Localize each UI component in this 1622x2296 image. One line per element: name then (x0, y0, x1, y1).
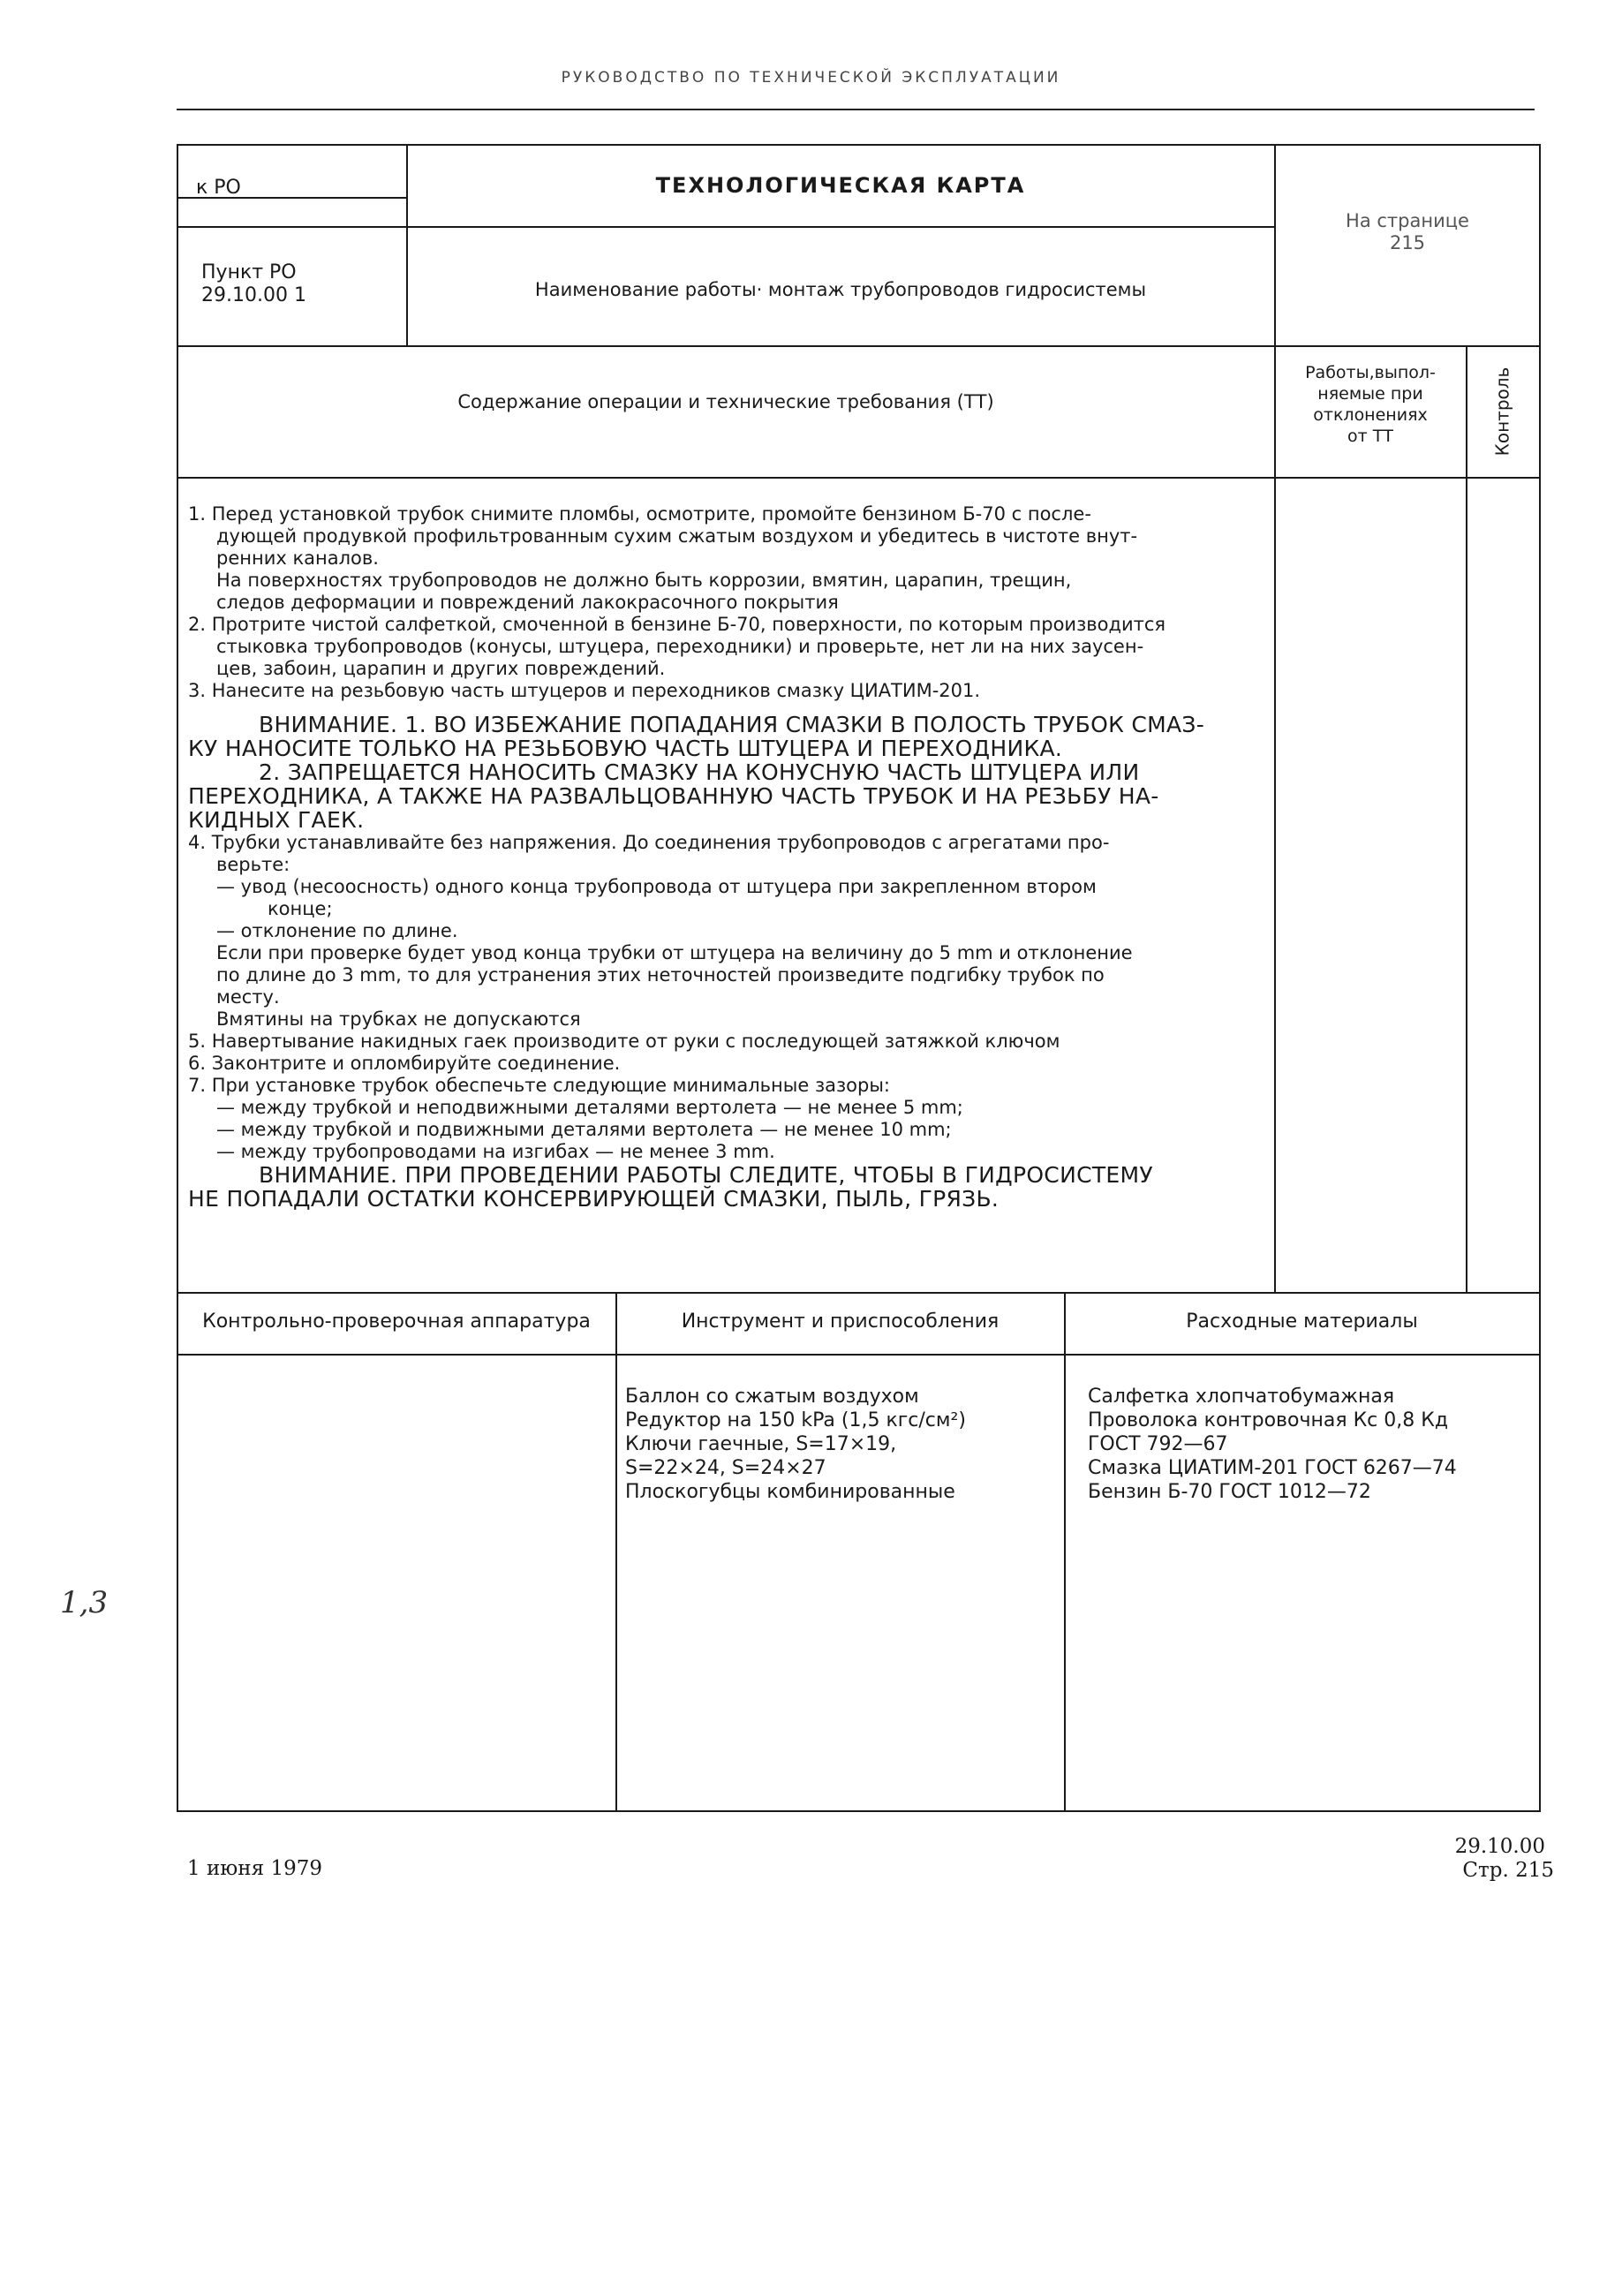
operation-line: дующей продувкой профильтрованным сухим сжатым воздухом и убедитесь в чистоте внут- (216, 525, 1138, 547)
page-number: 215 (1389, 232, 1426, 253)
operation-line: верьте: (216, 854, 290, 875)
deviations-header: Работы,выпол- няемые при отклонениях от ТТ (1305, 363, 1436, 446)
operation-line: следов деформации и повреждений лакокрасочного покрытия (216, 592, 839, 613)
operation-line: по длине до 3 mm, то для устранения этих неточностей произведите подгибку трубок по (216, 964, 1105, 986)
operation-line: стыковка трубопроводов (конусы, штуцера, переходники) и проверьте, нет ли на них заусен- (216, 636, 1144, 657)
apparatus-header: Контрольно-проверочная аппаратура (202, 1310, 591, 1333)
warning-line: ВНИМАНИЕ. ПРИ ПРОВЕДЕНИИ РАБОТЫ СЛЕДИТЕ, ЧТОБЫ В ГИДРОСИСТЕМУ (259, 1162, 1153, 1188)
operation-line: На поверхностях трубопроводов не должно быть коррозии, вмятин, царапин, трещин, (216, 570, 1072, 591)
tools-header: Инструмент и приспособления (681, 1310, 1000, 1333)
warning-line: КУ НАНОСИТЕ ТОЛЬКО НА РЕЗЬБОВУЮ ЧАСТЬ ШТУЦЕРА И ПЕРЕХОДНИКА. (188, 736, 1063, 761)
materials-header: Расходные материалы (1186, 1310, 1418, 1333)
warning-line: 2. ЗАПРЕЩАЕТСЯ НАНОСИТЬ СМАЗКУ НА КОНУСНУЮ ЧАСТЬ ШТУЦЕРА ИЛИ (259, 759, 1140, 785)
list-item: S=22×24, S=24×27 (625, 1457, 826, 1479)
operation-line: 4. Трубки устанавливайте без напряжения. До соединения трубопроводов с агрегатами про- (188, 832, 1110, 853)
ref-label: к РО (196, 177, 241, 199)
running-head: РУКОВОДСТВО ПО ТЕХНИЧЕСКОЙ ЭКСПЛУАТАЦИИ (561, 69, 1061, 87)
operation-line: ренних каналов. (216, 548, 379, 569)
item-label: Пункт РО (201, 261, 297, 283)
operation-line: 1. Перед установкой трубок снимите пломбы, осмотрите, промойте бензином Б-70 с после- (188, 503, 1091, 525)
page-label: На странице (1346, 210, 1469, 231)
list-item: Салфетка хлопчатобумажная (1088, 1386, 1395, 1408)
list-item: Редуктор на 150 kPa (1,5 кгс/см²) (625, 1409, 966, 1431)
operation-line: — между трубопроводами на изгибах — не менее 3 mm. (216, 1141, 775, 1162)
operation-line: — отклонение по длине. (216, 920, 458, 941)
materials-list (1088, 1385, 1457, 1504)
margin-note: 1,3 (60, 1585, 109, 1620)
work-name: Наименование работы· монтаж трубопроводов гидросистемы (534, 279, 1147, 300)
operation-line: месту. (216, 986, 280, 1008)
operation-line: 3. Нанесите на резьбовую часть штуцеров и переходников смазку ЦИАТИМ-201. (188, 680, 981, 701)
footer-page: Стр. 215 (1462, 1859, 1554, 1882)
control-header: Контроль (1491, 366, 1513, 457)
item-number: 29.10.00 1 (201, 284, 306, 306)
card-title: ТЕХНОЛОГИЧЕСКАЯ КАРТА (655, 173, 1026, 198)
list-item: Смазка ЦИАТИМ-201 ГОСТ 6267—74 (1088, 1457, 1457, 1479)
content-header: Содержание операции и технические требования (ТТ) (457, 391, 994, 412)
footer-section: 29.10.00 (1454, 1835, 1545, 1858)
list-item: ГОСТ 792—67 (1088, 1433, 1228, 1455)
operation-line: 2. Протрите чистой салфеткой, смоченной в бензине Б-70, поверхности, по которым производится (188, 614, 1166, 635)
operation-line: 7. При установке трубок обеспечьте следующие минимальные зазоры: (188, 1075, 890, 1096)
operations-content (188, 503, 1274, 1211)
list-item: Бензин Б-70 ГОСТ 1012—72 (1088, 1481, 1371, 1503)
operation-line: — увод (несоосность) одного конца трубопровода от штуцера при закрепленном втором (216, 876, 1097, 897)
operation-line: 5. Навертывание накидных гаек производите от руки с последующей затяжкой ключом (188, 1031, 1060, 1052)
operation-line: 6. Законтрите и опломбируйте соединение. (188, 1053, 621, 1074)
operation-line: конце; (268, 898, 333, 919)
list-item: Ключи гаечные, S=17×19, (625, 1433, 897, 1455)
operation-line: Если при проверке будет увод конца трубки от штуцера на величину до 5 mm и отклонение (216, 942, 1133, 963)
operation-line: — между трубкой и подвижными деталями вертолета — не менее 10 mm; (216, 1119, 952, 1140)
operation-line: — между трубкой и неподвижными деталями вертолета — не менее 5 mm; (216, 1097, 963, 1118)
list-item: Плоскогубцы комбинированные (625, 1481, 955, 1503)
operation-line: цев, забоин, царапин и других повреждений. (216, 658, 666, 679)
warning-line: ВНИМАНИЕ. 1. ВО ИЗБЕЖАНИЕ ПОПАДАНИЯ СМАЗКИ В ПОЛОСТЬ ТРУБОК СМАЗ- (259, 712, 1205, 737)
warning-line: НЕ ПОПАДАЛИ ОСТАТКИ КОНСЕРВИРУЮЩЕЙ СМАЗКИ, ПЫЛЬ, ГРЯЗЬ. (188, 1186, 1000, 1212)
warning-line: ПЕРЕХОДНИКА, А ТАКЖЕ НА РАЗВАЛЬЦОВАННУЮ ЧАСТЬ ТРУБОК И НА РЕЗЬБУ НА- (188, 783, 1159, 809)
tools-list (625, 1385, 966, 1504)
list-item: Баллон со сжатым воздухом (625, 1386, 919, 1408)
warning-line: КИДНЫХ ГАЕК. (188, 807, 365, 833)
top-rule (177, 109, 1535, 110)
footer-date: 1 июня 1979 (187, 1857, 322, 1880)
list-item: Проволока контровочная Кс 0,8 Кд (1088, 1409, 1449, 1431)
operation-line: Вмятины на трубках не допускаются (216, 1008, 581, 1030)
